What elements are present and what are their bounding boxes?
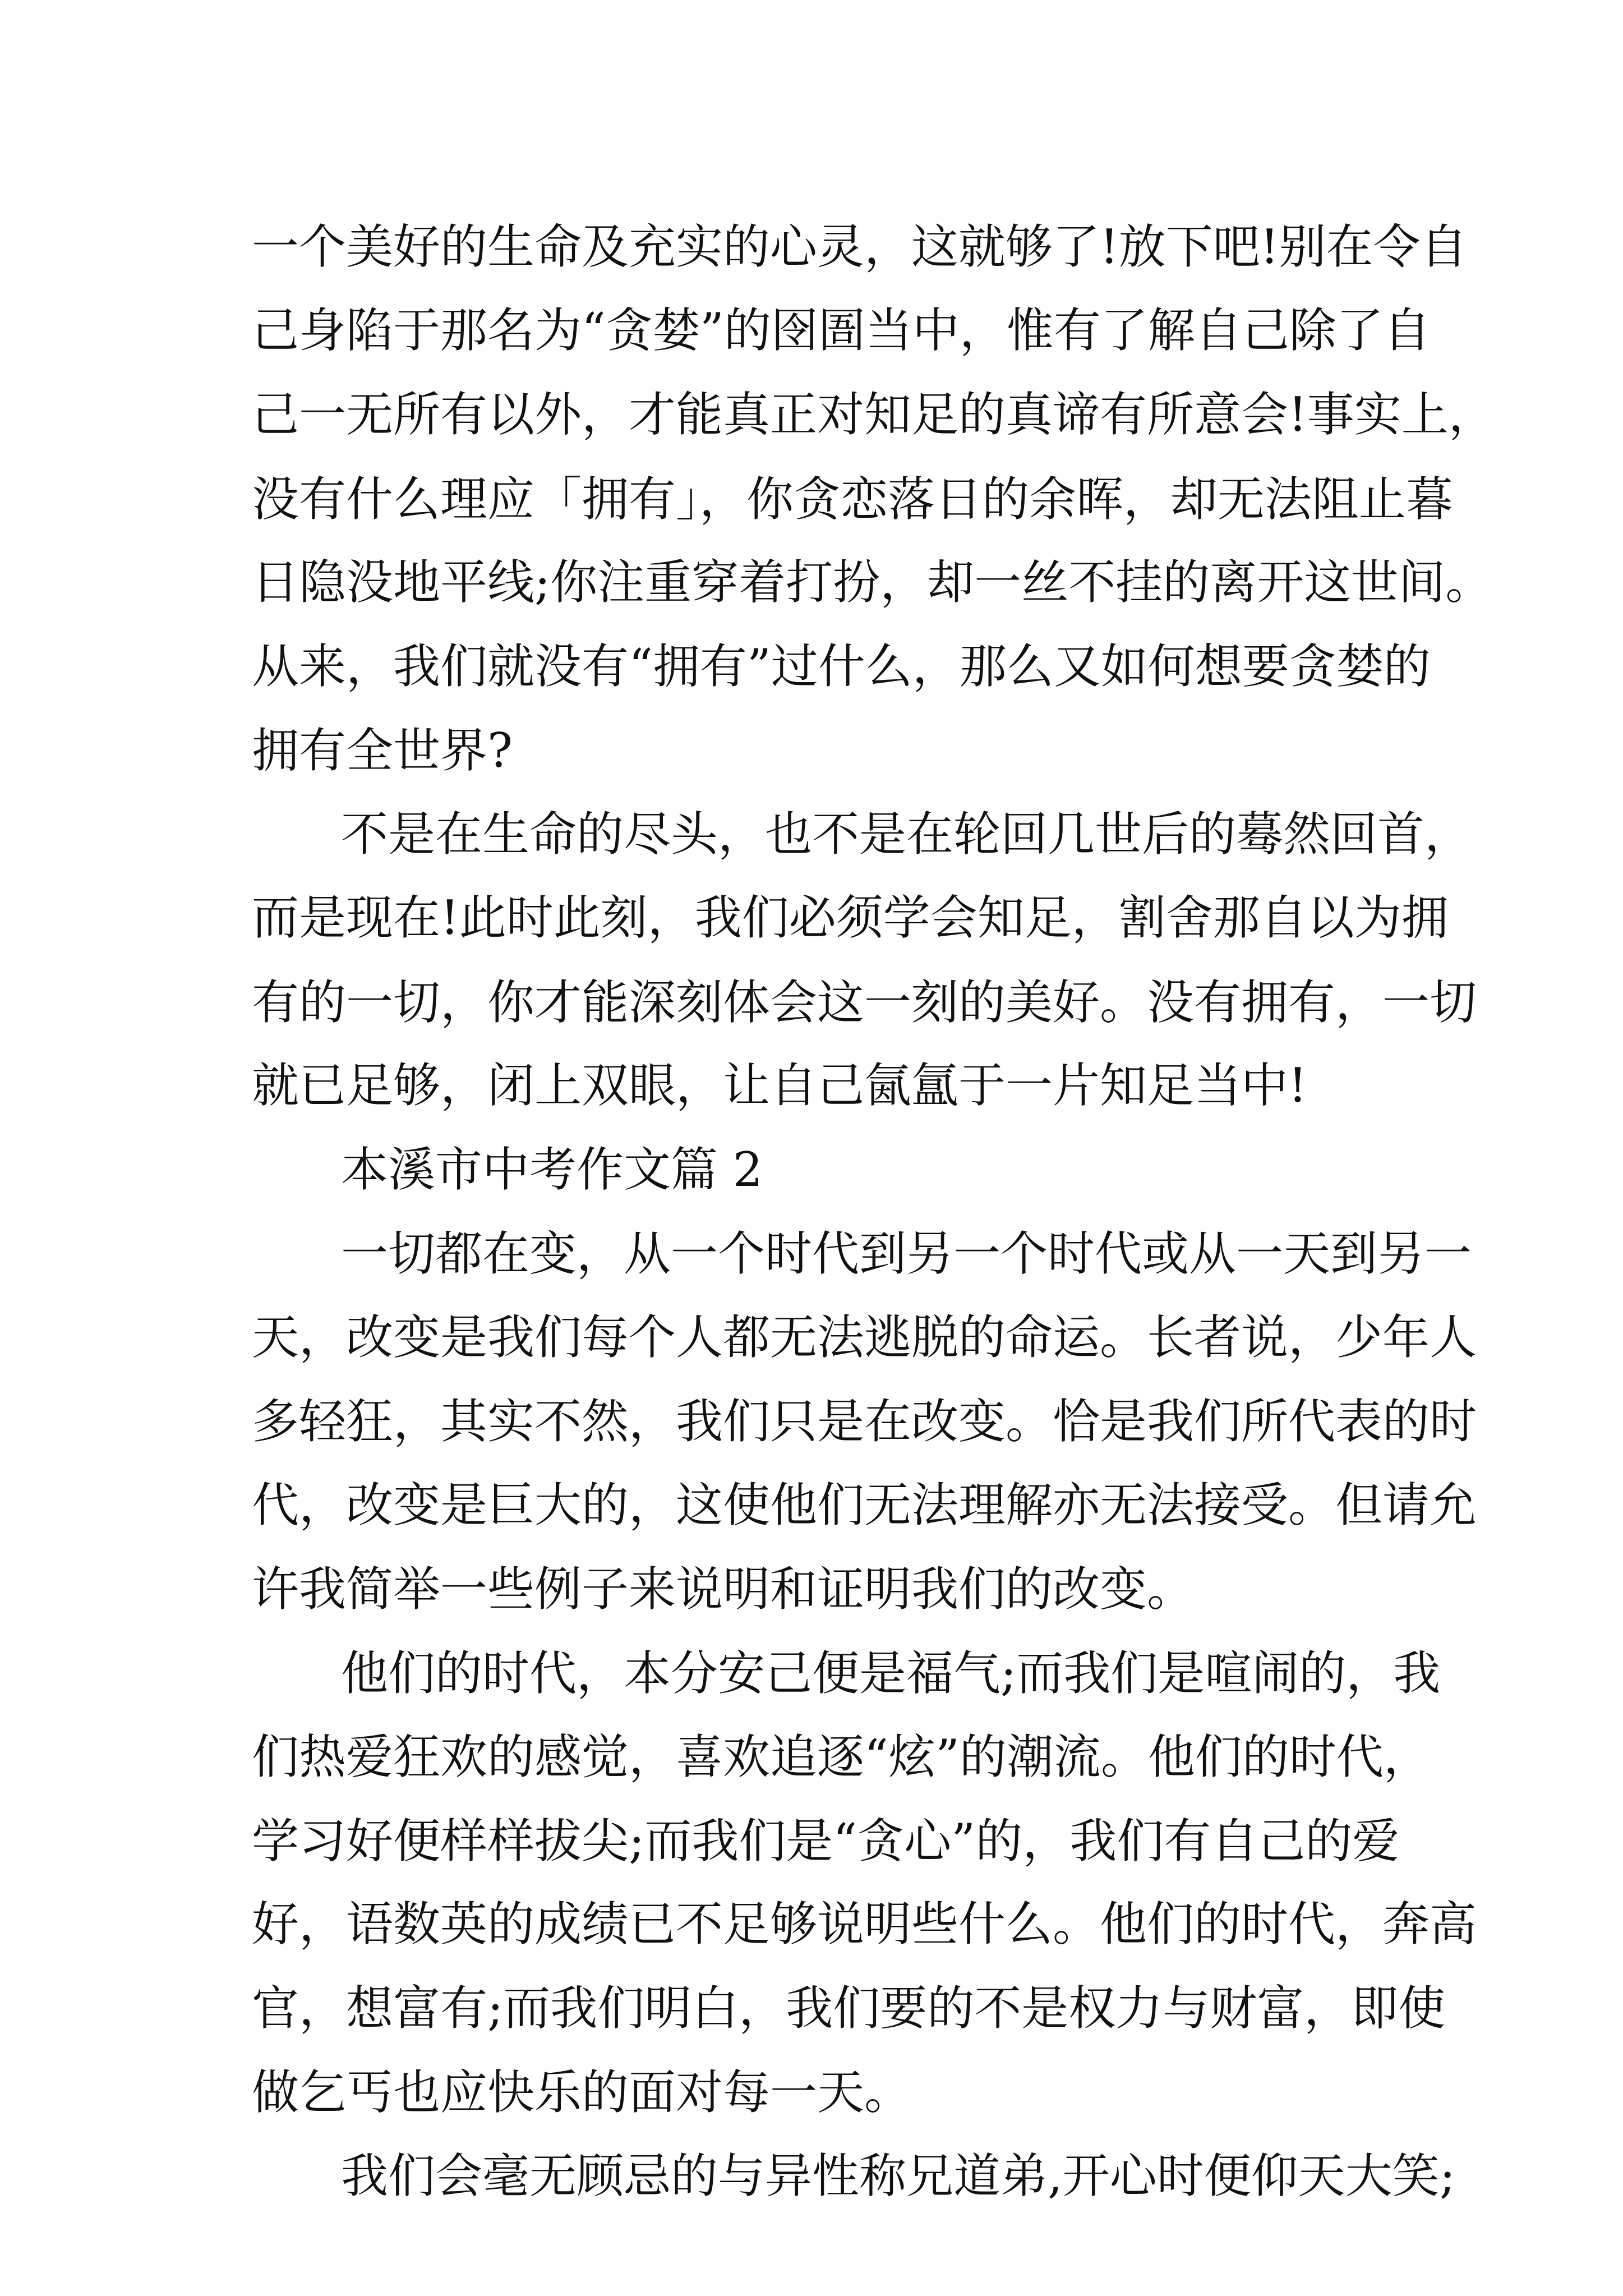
text-line: 官，想富有;而我们明白，我们要的不是权力与财富，即使 bbox=[252, 1981, 1446, 2036]
text-line: 天，改变是我们每个人都无法逃脱的命运。长者说，少年人 bbox=[252, 1310, 1477, 1365]
text-line: 多轻狂，其实不然，我们只是在改变。恰是我们所代表的时 bbox=[252, 1394, 1477, 1449]
text-line: 们热爱狂欢的感觉，喜欢追逐“炫”的潮流。他们的时代， bbox=[252, 1729, 1431, 1784]
text-line: 一个美好的生命及充实的心灵，这就够了!放下吧!别在令自 bbox=[252, 219, 1468, 274]
text-line: 拥有全世界? bbox=[252, 723, 513, 778]
text-line: 学习好便样样拔尖;而我们是“贪心”的，我们有自己的爱 bbox=[252, 1814, 1400, 1869]
text-line: 有的一切，你才能深刻体会这一刻的美好。没有拥有，一切 bbox=[252, 975, 1477, 1030]
text-line: 己身陷于那名为“贪婪”的囹圄当中，惟有了解自己除了自 bbox=[252, 303, 1431, 358]
text-line: 我们会毫无顾忌的与异性称兄道弟,开心时便仰天大笑; bbox=[341, 2148, 1456, 2203]
section-heading: 本溪市中考作文篇 2 bbox=[341, 1142, 763, 1197]
text-line: 好，语数英的成绩已不足够说明些什么。他们的时代，奔高 bbox=[252, 1897, 1477, 1952]
text-line: 从来，我们就没有“拥有”过什么，那么又如何想要贪婪的 bbox=[252, 639, 1431, 694]
text-line: 做乞丐也应快乐的面对每一天。 bbox=[252, 2065, 912, 2120]
text-line: 一切都在变，从一个时代到另一个时代或从一天到另一 bbox=[341, 1226, 1472, 1281]
text-line: 就已足够，闭上双眼，让自己氤氲于一片知足当中! bbox=[252, 1058, 1307, 1113]
text-line: 代，改变是巨大的，这使他们无法理解亦无法接受。但请允 bbox=[252, 1478, 1477, 1533]
text-line: 没有什么理应「拥有」，你贪恋落日的余晖，却无法阻止暮 bbox=[252, 472, 1454, 527]
text-line: 而是现在!此时此刻，我们必须学会知足，割舍那自以为拥 bbox=[252, 890, 1449, 945]
text-line: 不是在生命的尽头，也不是在轮回几世后的蓦然回首， bbox=[341, 807, 1472, 862]
text-line: 他们的时代，本分安己便是福气;而我们是喧闹的，我 bbox=[341, 1646, 1441, 1701]
text-line: 己一无所有以外，才能真正对知足的真谛有所意会!事实上， bbox=[252, 387, 1496, 442]
text-line: 许我简举一些例子来说明和证明我们的改变。 bbox=[252, 1562, 1195, 1617]
text-line: 日隐没地平线;你注重穿着打扮，却一丝不挂的离开这世间。 bbox=[252, 555, 1493, 610]
